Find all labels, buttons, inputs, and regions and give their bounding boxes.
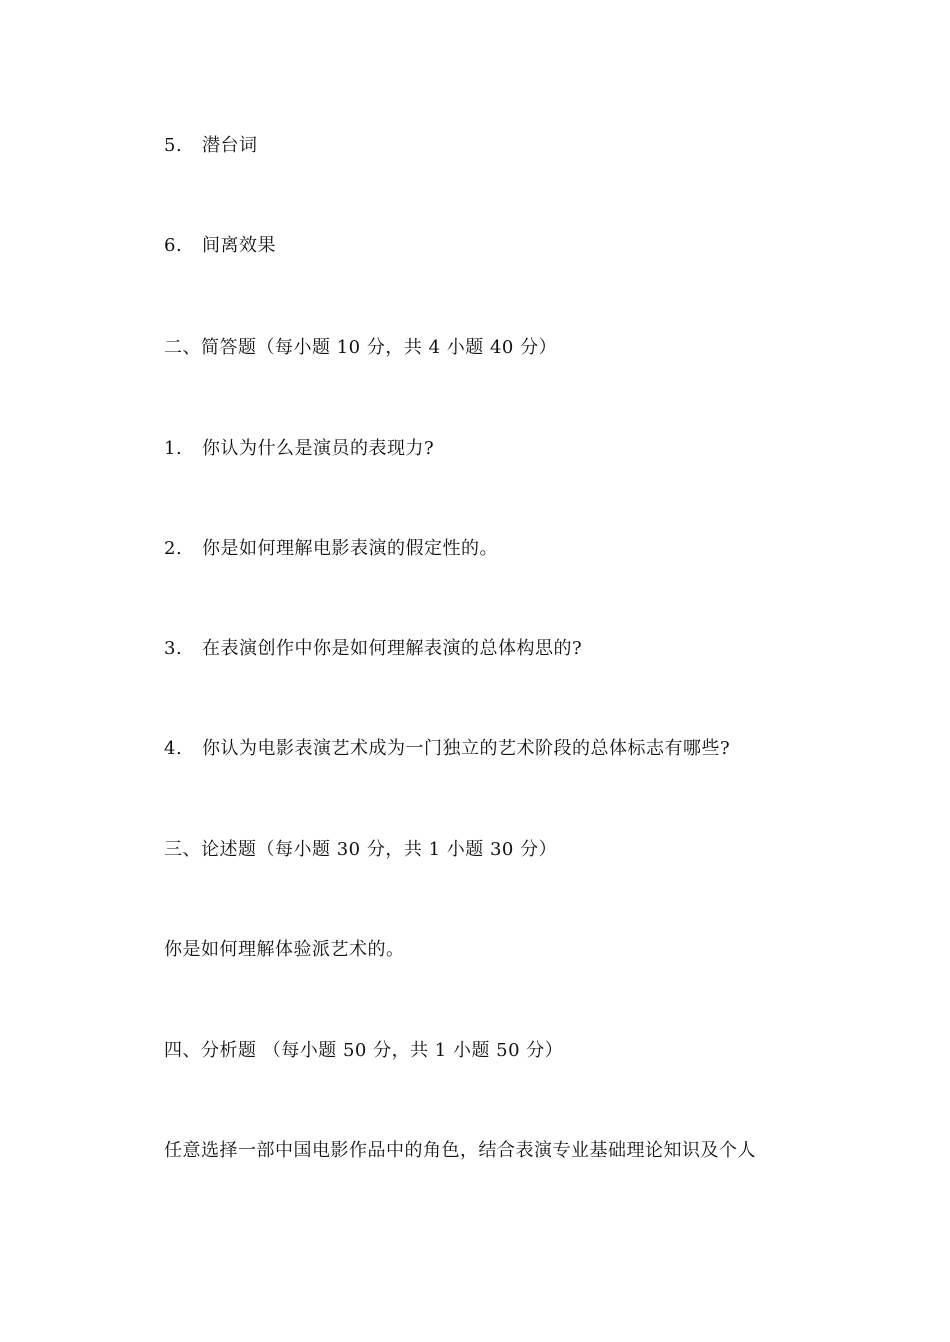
analysis-question: 任意选择一部中国电影作品中的角色，结合表演专业基础理论知识及个人	[164, 1140, 756, 1161]
term-item-5	[164, 134, 258, 158]
question-number: 2.	[164, 538, 183, 559]
question-item-2	[164, 537, 498, 561]
essay-question: 你是如何理解体验派艺术的。	[164, 939, 405, 960]
question-item-1	[164, 437, 434, 461]
question-number: 1.	[164, 438, 183, 459]
item-number: 6.	[164, 235, 183, 256]
section-heading-essay: 三、论述题（每小题 30 分，共 1 小题 30 分）	[164, 839, 558, 860]
question-item-3	[164, 637, 582, 661]
term-item-6	[164, 234, 276, 258]
question-item-4	[164, 737, 730, 761]
question-number: 3.	[164, 638, 183, 659]
question-text: 在表演创作中你是如何理解表演的总体构思的?	[202, 638, 583, 659]
item-text: 间离效果	[202, 235, 276, 256]
question-text: 你认为电影表演艺术成为一门独立的艺术阶段的总体标志有哪些?	[202, 738, 731, 759]
item-number: 5.	[164, 135, 183, 156]
section-heading-short-answer: 二、简答题（每小题 10 分，共 4 小题 40 分）	[164, 337, 558, 358]
item-text: 潜台词	[202, 135, 258, 156]
question-number: 4.	[164, 738, 183, 759]
question-text: 你是如何理解电影表演的假定性的。	[202, 538, 498, 559]
question-text: 你认为什么是演员的表现力?	[202, 438, 435, 459]
section-heading-analysis: 四、分析题 （每小题 50 分，共 1 小题 50 分）	[164, 1040, 564, 1061]
